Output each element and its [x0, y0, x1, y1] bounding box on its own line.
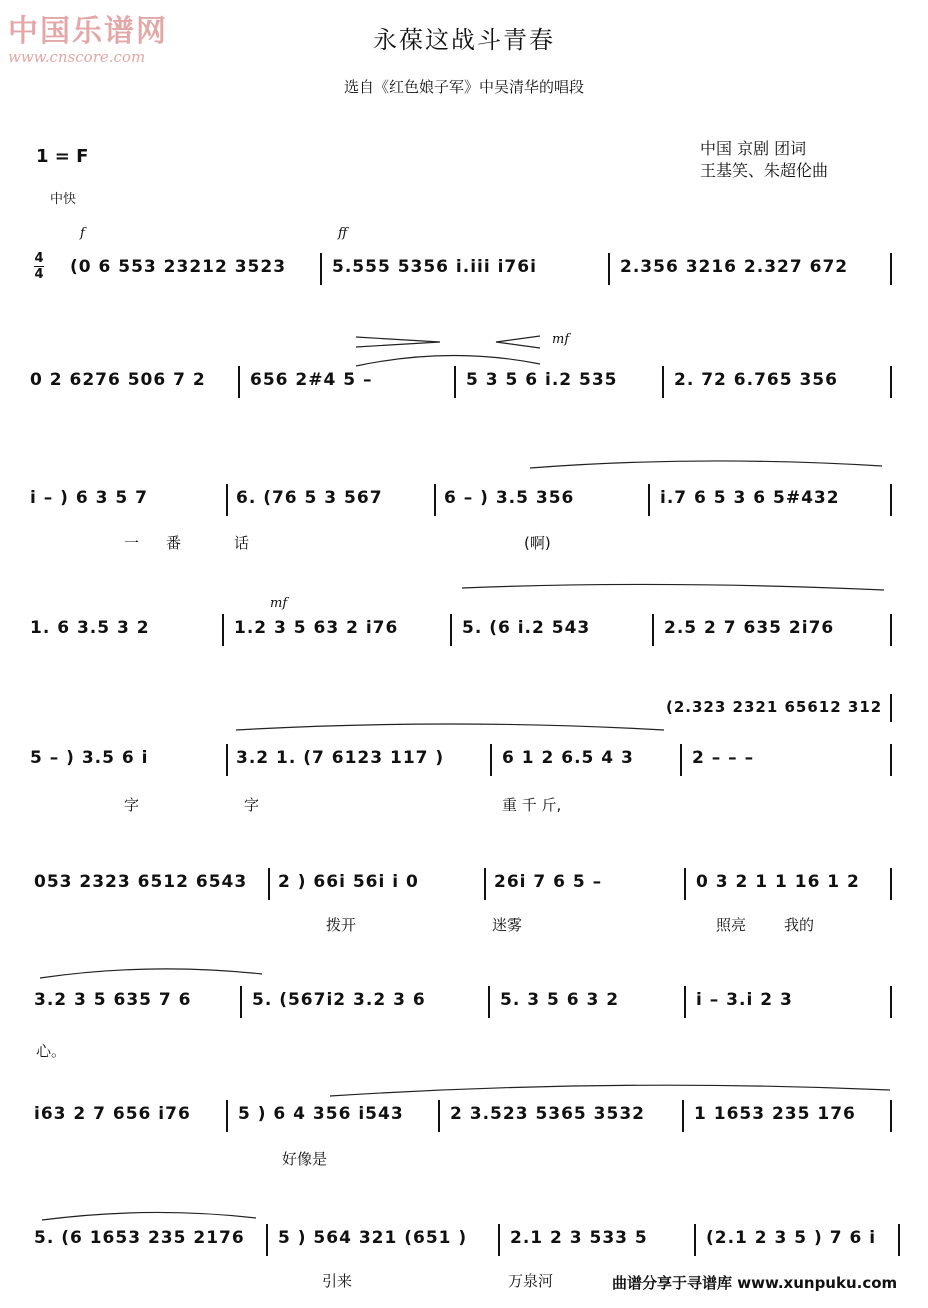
- barline: [490, 744, 492, 776]
- lyric: 拨开: [326, 916, 357, 934]
- footer-credit: 曲谱分享于寻谱库 www.xunpuku.com: [612, 1274, 898, 1292]
- measure: 2.1 2 3 533 5: [510, 1228, 648, 1248]
- measure: i – ) 6 3 5 7: [30, 488, 148, 508]
- decrescendo-hairpin: [356, 337, 440, 347]
- lyric: 我的: [784, 916, 815, 934]
- barline: [454, 366, 456, 398]
- barline: [694, 1224, 696, 1256]
- measure: (2.1 2 3 5 ) 7 6 i: [706, 1228, 877, 1248]
- lyric: 好像是: [282, 1150, 328, 1168]
- lyric: 心。: [36, 1042, 67, 1060]
- score-line-6: [30, 872, 900, 902]
- measure: 1 1653 235 176: [694, 1104, 856, 1124]
- dynamic-mark: mf: [552, 332, 570, 347]
- measure: 2 3.523 5365 3532: [450, 1104, 645, 1124]
- barline: [898, 1224, 900, 1256]
- barline: [648, 484, 650, 516]
- barline: [238, 366, 240, 398]
- time-signature-bottom: 4: [34, 267, 44, 282]
- measure: 3.2 1. (7 6123 117 ): [236, 748, 445, 768]
- barline: [488, 986, 490, 1018]
- interlude-notes: (2.323 2321 65612 312: [666, 698, 883, 716]
- measure: i – 3.i 2 3: [696, 990, 793, 1010]
- measure: 2. 72 6.765 356: [674, 370, 838, 390]
- barline: [222, 614, 224, 646]
- measure: 5 – ) 3.5 6 i: [30, 748, 149, 768]
- score-line-1: [30, 257, 900, 287]
- barline: [662, 366, 664, 398]
- lyric: 万泉河: [508, 1272, 554, 1290]
- crescendo-hairpin: [496, 336, 540, 348]
- measure: 2.5 2 7 635 2i76: [664, 618, 835, 638]
- measure: 3.2 3 5 635 7 6: [34, 990, 192, 1010]
- measure: 5. (6 i.2 543: [462, 618, 591, 638]
- lyric: 照亮: [716, 916, 747, 934]
- measure: 1. 6 3.5 3 2: [30, 618, 150, 638]
- dynamic-mark: f: [80, 226, 85, 241]
- measure: 2.356 3216 2.327 672: [620, 257, 849, 277]
- barline: [608, 253, 610, 285]
- phrase-slur: [330, 1085, 890, 1096]
- barline: [680, 744, 682, 776]
- measure: 5. 3 5 6 3 2: [500, 990, 620, 1010]
- barline: [890, 868, 892, 900]
- barline: [240, 986, 242, 1018]
- key-signature: 1 = F: [36, 146, 89, 167]
- barline: [684, 868, 686, 900]
- phrase-slur: [42, 1212, 256, 1220]
- watermark-url: www.cnscore.com: [8, 48, 146, 66]
- measure: 5. (6 1653 235 2176: [34, 1228, 245, 1248]
- time-signature-top: 4: [34, 251, 44, 266]
- measure: 5 ) 6 4 356 i543: [238, 1104, 404, 1124]
- lyric: 字: [244, 796, 260, 814]
- barline: [890, 694, 892, 722]
- measure: 2 – – –: [692, 748, 755, 768]
- barline: [684, 986, 686, 1018]
- phrase-slur: [462, 584, 884, 590]
- measure: 26i 7 6 5 –: [494, 872, 603, 892]
- measure: (0 6 553 23212 3523: [70, 257, 287, 277]
- lyric: 引来: [322, 1272, 353, 1290]
- measure: 6 – ) 3.5 356: [444, 488, 575, 508]
- phrase-slur: [236, 724, 664, 730]
- score-line-7: [30, 990, 900, 1020]
- barline: [450, 614, 452, 646]
- measure: 1.2 3 5 63 2 i76: [234, 618, 399, 638]
- phrase-slur: [356, 355, 540, 366]
- barline: [682, 1100, 684, 1132]
- measure: 5 ) 564 321 (651 ): [278, 1228, 468, 1248]
- measure: 656 2#4 5 –: [250, 370, 373, 390]
- tempo-marking: 中快: [50, 192, 77, 207]
- barline: [890, 253, 892, 285]
- dynamic-mark: ff: [338, 226, 348, 241]
- score-line-9: [30, 1228, 900, 1258]
- barline: [226, 484, 228, 516]
- lyric: 字: [124, 796, 140, 814]
- phrase-slur: [530, 461, 882, 468]
- barline: [890, 1100, 892, 1132]
- measure: i.7 6 5 3 6 5#432: [660, 488, 840, 508]
- measure: i63 2 7 656 i76: [34, 1104, 191, 1124]
- barline: [226, 744, 228, 776]
- phrase-slur: [40, 969, 262, 978]
- barline: [890, 986, 892, 1018]
- barline: [268, 868, 270, 900]
- measure: 0 2 6276 506 7 2: [30, 370, 206, 390]
- score-line-4: [30, 618, 900, 648]
- barline: [266, 1224, 268, 1256]
- barline: [890, 744, 892, 776]
- barline: [226, 1100, 228, 1132]
- lyric: 话: [234, 534, 250, 552]
- score-line-5: [30, 748, 900, 778]
- lyric: 重 千 斤,: [502, 796, 562, 814]
- dynamic-mark: mf: [270, 596, 288, 611]
- measure: 6 1 2 6.5 4 3: [502, 748, 634, 768]
- barline: [320, 253, 322, 285]
- measure: 053 2323 6512 6543: [34, 872, 248, 892]
- barline: [890, 484, 892, 516]
- lyric: 一: [124, 534, 140, 552]
- watermark-title: 中国乐谱网: [8, 14, 168, 49]
- barline: [890, 366, 892, 398]
- measure: 6. (76 5 3 567: [236, 488, 383, 508]
- lyric: (啊): [524, 534, 551, 552]
- measure: 0 3 2 1 1 16 1 2: [696, 872, 860, 892]
- barline: [498, 1224, 500, 1256]
- barline: [438, 1100, 440, 1132]
- measure: 5.555 5356 i.iii i76i: [332, 257, 537, 277]
- measure: 5 3 5 6 i.2 535: [466, 370, 618, 390]
- barline: [434, 484, 436, 516]
- score-line-3: [30, 488, 900, 518]
- score-line-8: [30, 1104, 900, 1134]
- lyricist-credit: 中国 京剧 团词: [700, 139, 807, 158]
- score-subtitle: 选自《红色娘子军》中吴清华的唱段: [343, 78, 584, 96]
- lyric: 迷雾: [492, 916, 523, 934]
- barline: [484, 868, 486, 900]
- barline: [652, 614, 654, 646]
- measure: 5. (567i2 3.2 3 6: [252, 990, 426, 1010]
- score-line-2: [30, 370, 900, 400]
- score-title: 永葆这战斗青春: [373, 26, 555, 54]
- measure: 2 ) 66i 56i i 0: [278, 872, 419, 892]
- barline: [890, 614, 892, 646]
- lyric: 番: [166, 534, 182, 552]
- composer-credit: 王基笑、朱超伦曲: [700, 161, 829, 180]
